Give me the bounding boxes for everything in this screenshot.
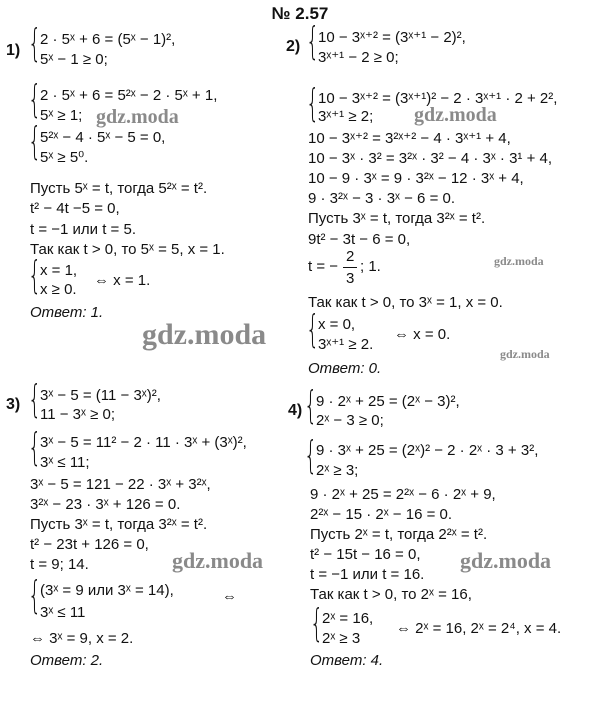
p2-answer: Ответ: 0. bbox=[308, 360, 382, 377]
system-brace: { bbox=[306, 19, 320, 63]
watermark: gdz.moda bbox=[494, 254, 544, 268]
p2-system3-line2: 3ˣ⁺¹ ≥ 2. bbox=[318, 336, 374, 353]
problem-4-number: 4) bbox=[288, 402, 303, 419]
p4-system1-line2: 2ˣ − 3 ≥ 0; bbox=[316, 412, 384, 429]
p4-roots: t = −1 или t = 16. bbox=[310, 566, 425, 583]
p2-equivalence: ⇔ x = 0. bbox=[394, 326, 451, 343]
p3-roots: t = 9; 14. bbox=[30, 556, 89, 573]
watermark: gdz.moda bbox=[142, 318, 267, 351]
system-brace: { bbox=[304, 383, 318, 427]
p2-step4: 9 · 3²ˣ − 3 · 3ˣ − 6 = 0. bbox=[308, 190, 456, 207]
p4-quadratic: t² − 15t − 16 = 0, bbox=[310, 546, 421, 563]
watermark: gdz.moda bbox=[96, 106, 179, 128]
p1-answer: Ответ: 1. bbox=[30, 304, 104, 321]
system-brace: { bbox=[28, 377, 42, 421]
p2-step3: 10 − 9 · 3ˣ = 9 · 3²ˣ − 12 · 3ˣ + 4, bbox=[308, 170, 524, 187]
p2-system2-line1: 10 − 3ˣ⁺² = (3ˣ⁺¹)² − 2 · 3ˣ⁺¹ · 2 + 2², bbox=[318, 90, 558, 107]
system-brace: { bbox=[304, 433, 318, 477]
p4-system1-line1: 9 · 2ˣ + 25 = (2ˣ − 3)², bbox=[316, 393, 460, 410]
p2-roots-prefix: t = − bbox=[308, 258, 339, 275]
p1-equivalence: ⇔ x = 1. bbox=[94, 272, 151, 289]
p4-final: ⇔ 2ˣ = 16, 2ˣ = 2⁴, x = 4. bbox=[396, 620, 562, 637]
p2-conclusion: Так как t > 0, то 3ˣ = 1, x = 0. bbox=[308, 294, 503, 311]
p1-system3-line2: 5ˣ ≥ 5⁰. bbox=[40, 149, 89, 166]
p2-system1-line2: 3ˣ⁺¹ − 2 ≥ 0; bbox=[318, 49, 399, 66]
p2-roots-suffix: ; 1. bbox=[360, 258, 381, 275]
p4-answer: Ответ: 4. bbox=[310, 652, 384, 669]
problem-1-number: 1) bbox=[6, 42, 21, 59]
p4-system3-line2: 2ˣ ≥ 3 bbox=[322, 630, 361, 647]
p3-step2: 3²ˣ − 23 · 3ˣ + 126 = 0. bbox=[30, 496, 181, 513]
system-brace: { bbox=[28, 21, 42, 65]
p2-step1: 10 − 3ˣ⁺² = 3²ˣ⁺² − 4 · 3ˣ⁺¹ + 4, bbox=[308, 130, 511, 147]
p2-fraction-denominator: 3 bbox=[346, 270, 355, 287]
system-brace: { bbox=[28, 573, 42, 617]
p4-system2-line1: 9 · 3ˣ + 25 = (2ˣ)² − 2 · 2ˣ · 3 + 3², bbox=[316, 442, 539, 459]
p2-system2-line2: 3ˣ⁺¹ ≥ 2; bbox=[318, 108, 374, 125]
p1-system4-line1: x = 1, bbox=[40, 262, 78, 279]
system-brace: { bbox=[28, 253, 42, 297]
p3-system3-line2: 3ˣ ≤ 11 bbox=[40, 604, 86, 621]
p1-system1-line2: 5ˣ − 1 ≥ 0; bbox=[40, 51, 108, 68]
p1-quadratic: t² − 4t −5 = 0, bbox=[30, 200, 120, 217]
p1-system1-line1: 2 · 5ˣ + 6 = (5ˣ − 1)², bbox=[40, 31, 176, 48]
p1-conclusion: Так как t > 0, то 5ˣ = 5, x = 1. bbox=[30, 241, 225, 258]
p2-fraction-numerator: 2 bbox=[346, 248, 355, 265]
watermark: gdz.moda bbox=[460, 548, 552, 573]
p3-system2-line1: 3ˣ − 5 = 11² − 2 · 11 · 3ˣ + (3ˣ)², bbox=[40, 434, 247, 451]
p4-conclusion: Так как t > 0, то 2ˣ = 16, bbox=[310, 586, 472, 603]
problem-2-number: 2) bbox=[286, 38, 301, 55]
p4-system3-line1: 2ˣ = 16, bbox=[322, 610, 374, 627]
p4-step1: 9 · 2ˣ + 25 = 2²ˣ − 6 · 2ˣ + 9, bbox=[310, 486, 496, 503]
p3-system2-line2: 3ˣ ≤ 11; bbox=[40, 454, 90, 471]
p1-system3-line1: 5²ˣ − 4 · 5ˣ − 5 = 0, bbox=[40, 129, 166, 146]
p3-quadratic: t² − 23t + 126 = 0, bbox=[30, 536, 149, 553]
system-brace: { bbox=[306, 307, 320, 351]
p4-substitution: Пусть 2ˣ = t, тогда 2²ˣ = t². bbox=[310, 526, 488, 543]
p3-system1-line2: 11 − 3ˣ ≥ 0; bbox=[40, 406, 116, 423]
system-brace: { bbox=[28, 425, 42, 469]
p3-system3-line1: (3ˣ = 9 или 3ˣ = 14), bbox=[40, 582, 174, 599]
p3-answer: Ответ: 2. bbox=[30, 652, 104, 669]
watermark: gdz.moda bbox=[172, 548, 264, 573]
system-brace: { bbox=[306, 81, 320, 125]
p1-substitution: Пусть 5ˣ = t, тогда 5²ˣ = t². bbox=[30, 180, 208, 197]
watermark: gdz.moda bbox=[500, 347, 550, 361]
p2-system1-line1: 10 − 3ˣ⁺² = (3ˣ⁺¹ − 2)², bbox=[318, 29, 466, 46]
problem-3-number: 3) bbox=[6, 396, 21, 413]
p2-substitution: Пусть 3ˣ = t, тогда 3²ˣ = t². bbox=[308, 210, 486, 227]
p1-system2-line2: 5ˣ ≥ 1; bbox=[40, 107, 83, 124]
p4-system2-line2: 2ˣ ≥ 3; bbox=[316, 462, 359, 479]
watermark: gdz.moda bbox=[414, 104, 497, 126]
system-brace: { bbox=[310, 601, 324, 645]
p2-step2: 10 − 3ˣ · 3² = 3²ˣ · 3² − 4 · 3ˣ · 3¹ + 4, bbox=[308, 150, 553, 167]
p2-system3-line1: x = 0, bbox=[318, 316, 356, 333]
p3-system1-line1: 3ˣ − 5 = (11 − 3ˣ)², bbox=[40, 387, 161, 404]
p2-quadratic: 9t² − 3t − 6 = 0, bbox=[308, 231, 411, 248]
system-brace: { bbox=[28, 119, 42, 163]
p3-step1: 3ˣ − 5 = 121 − 22 · 3ˣ + 3²ˣ, bbox=[30, 476, 211, 493]
p3-equivalence: ⇔ bbox=[222, 588, 237, 605]
p1-system4-line2: x ≥ 0. bbox=[40, 281, 77, 298]
p1-roots: t = −1 или t = 5. bbox=[30, 221, 136, 238]
p1-system2-line1: 2 · 5ˣ + 6 = 5²ˣ − 2 · 5ˣ + 1, bbox=[40, 87, 218, 104]
p4-step2: 2²ˣ − 15 · 2ˣ − 16 = 0. bbox=[310, 506, 453, 523]
problem-number-title: № 2.57 bbox=[271, 4, 329, 23]
p3-conclusion: ⇔ 3ˣ = 9, x = 2. bbox=[30, 630, 134, 647]
p3-substitution: Пусть 3ˣ = t, тогда 3²ˣ = t². bbox=[30, 516, 208, 533]
fraction-bar bbox=[343, 267, 357, 268]
system-brace: { bbox=[28, 77, 42, 121]
